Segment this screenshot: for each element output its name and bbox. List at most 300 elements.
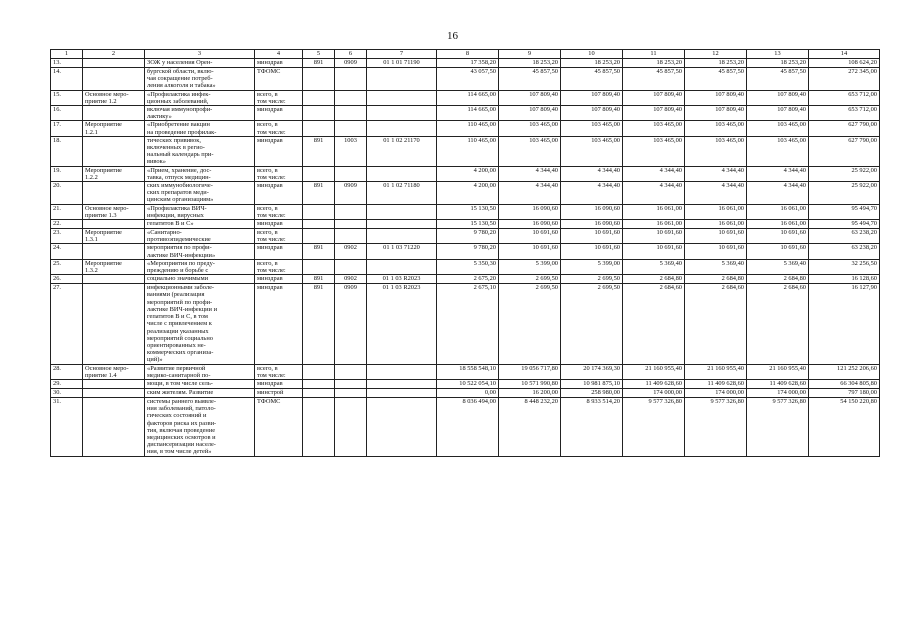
year-value-cell: 9 780,20 <box>437 229 499 244</box>
grbs-code-cell <box>303 106 335 121</box>
year-value-cell: 10 691,60 <box>499 229 561 244</box>
year-value-cell: 110 465,00 <box>437 136 499 166</box>
year-value-cell: 2 675,20 <box>437 275 499 284</box>
description-cell: «Профилактика инфек- ционных заболеваний, <box>145 90 255 105</box>
table-row <box>51 90 880 105</box>
year-value-cell: 2 684,80 <box>623 275 685 284</box>
activity-name-cell: Мероприятие 1.3.2 <box>83 259 145 274</box>
year-value-cell: 19 056 717,80 <box>499 364 561 379</box>
year-value-cell: 2 684,60 <box>747 284 809 364</box>
executor-cell: всего, в том числе: <box>255 121 303 136</box>
executor-cell: минздрав <box>255 182 303 205</box>
section-code-cell <box>335 204 367 219</box>
row-number-cell: 15. <box>51 90 83 105</box>
year-value-cell: 18 558 548,10 <box>437 364 499 379</box>
year-value-cell: 17 358,20 <box>437 59 499 68</box>
executor-cell: минздрав <box>255 59 303 68</box>
year-value-cell: 4 344,40 <box>747 182 809 205</box>
year-value-cell: 45 857,50 <box>561 68 623 91</box>
description-cell: «Прием, хранение, дос- тавка, отпуск медицин- <box>145 166 255 181</box>
target-code-cell: 01 1 03 71220 <box>367 244 437 259</box>
year-value-cell: 43 057,50 <box>437 68 499 91</box>
target-code-cell <box>367 388 437 397</box>
description-cell: «Санитарно- противоэпидемические <box>145 229 255 244</box>
year-value-cell: 45 857,50 <box>623 68 685 91</box>
section-code-cell <box>335 166 367 181</box>
executor-cell: минздрав <box>255 244 303 259</box>
grbs-code-cell: 891 <box>303 244 335 259</box>
target-code-cell <box>367 364 437 379</box>
year-value-cell: 11 409 628,60 <box>623 379 685 388</box>
year-value-cell: 2 684,60 <box>685 284 747 364</box>
row-number-cell: 25. <box>51 259 83 274</box>
grbs-code-cell: 891 <box>303 59 335 68</box>
year-value-cell: 5 369,40 <box>747 259 809 274</box>
target-code-cell <box>367 166 437 181</box>
year-value-cell: 107 809,40 <box>561 106 623 121</box>
total-value-cell: 25 922,00 <box>809 182 880 205</box>
year-value-cell: 103 465,00 <box>499 136 561 166</box>
section-code-cell <box>335 397 367 456</box>
year-value-cell: 9 577 326,80 <box>685 397 747 456</box>
section-code-cell: 0902 <box>335 275 367 284</box>
total-value-cell: 63 238,20 <box>809 244 880 259</box>
row-number-cell: 16. <box>51 106 83 121</box>
year-value-cell: 4 344,40 <box>685 166 747 181</box>
year-value-cell: 2 699,50 <box>561 284 623 364</box>
year-value-cell: 4 344,40 <box>685 182 747 205</box>
activity-name-cell <box>83 397 145 456</box>
year-value-cell: 16 090,60 <box>499 220 561 229</box>
target-code-cell: 01 1 01 71190 <box>367 59 437 68</box>
year-value-cell: 16 061,00 <box>747 220 809 229</box>
year-value-cell: 5 369,40 <box>685 259 747 274</box>
year-value-cell: 103 465,00 <box>747 121 809 136</box>
grbs-code-cell: 891 <box>303 284 335 364</box>
year-value-cell: 103 465,00 <box>623 136 685 166</box>
year-value-cell: 103 465,00 <box>561 121 623 136</box>
row-number-cell: 13. <box>51 59 83 68</box>
year-value-cell: 5 399,00 <box>499 259 561 274</box>
target-code-cell: 01 1 03 R2023 <box>367 284 437 364</box>
year-value-cell: 5 369,40 <box>623 259 685 274</box>
total-value-cell: 627 790,00 <box>809 136 880 166</box>
total-value-cell: 16 127,90 <box>809 284 880 364</box>
year-value-cell: 9 577 326,80 <box>623 397 685 456</box>
total-value-cell: 627 790,00 <box>809 121 880 136</box>
year-value-cell: 103 465,00 <box>685 121 747 136</box>
year-value-cell: 16 061,00 <box>747 204 809 219</box>
header-cell: 9 <box>499 50 561 59</box>
year-value-cell: 4 344,40 <box>499 166 561 181</box>
year-value-cell: 16 200,00 <box>499 388 561 397</box>
header-cell: 7 <box>367 50 437 59</box>
year-value-cell: 45 857,50 <box>499 68 561 91</box>
table-row <box>51 204 880 219</box>
year-value-cell: 8 036 494,00 <box>437 397 499 456</box>
grbs-code-cell: 891 <box>303 275 335 284</box>
header-cell: 13 <box>747 50 809 59</box>
total-value-cell: 66 304 805,80 <box>809 379 880 388</box>
year-value-cell: 18 253,20 <box>499 59 561 68</box>
section-code-cell <box>335 106 367 121</box>
year-value-cell: 103 465,00 <box>685 136 747 166</box>
year-value-cell: 9 780,20 <box>437 244 499 259</box>
executor-cell: всего, в том числе: <box>255 90 303 105</box>
year-value-cell: 10 691,60 <box>747 229 809 244</box>
target-code-cell <box>367 68 437 91</box>
grbs-code-cell: 891 <box>303 182 335 205</box>
header-cell: 10 <box>561 50 623 59</box>
year-value-cell: 11 409 628,60 <box>747 379 809 388</box>
row-number-cell: 26. <box>51 275 83 284</box>
section-code-cell <box>335 90 367 105</box>
year-value-cell: 2 699,50 <box>561 275 623 284</box>
executor-cell: всего, в том числе: <box>255 229 303 244</box>
year-value-cell: 10 691,60 <box>499 244 561 259</box>
year-value-cell: 18 253,20 <box>561 59 623 68</box>
section-code-cell <box>335 121 367 136</box>
activity-name-cell <box>83 275 145 284</box>
header-cell: 4 <box>255 50 303 59</box>
total-value-cell: 95 494,70 <box>809 220 880 229</box>
year-value-cell: 174 000,00 <box>623 388 685 397</box>
grbs-code-cell <box>303 166 335 181</box>
table-row <box>51 388 880 397</box>
table-row <box>51 275 880 284</box>
target-code-cell: 01 1 02 21170 <box>367 136 437 166</box>
total-value-cell: 32 256,50 <box>809 259 880 274</box>
year-value-cell: 5 399,00 <box>561 259 623 274</box>
header-cell: 2 <box>83 50 145 59</box>
activity-name-cell: Основное меро- приятие 1.4 <box>83 364 145 379</box>
target-code-cell <box>367 397 437 456</box>
section-code-cell <box>335 229 367 244</box>
activity-name-cell <box>83 68 145 91</box>
description-cell: ским жителям. Развитие <box>145 388 255 397</box>
executor-cell: минздрав <box>255 284 303 364</box>
row-number-cell: 20. <box>51 182 83 205</box>
description-cell: бургской области, вклю- чая сокращение потреб- ления алкоголя и табака» <box>145 68 255 91</box>
executor-cell: всего, в том числе: <box>255 364 303 379</box>
year-value-cell: 103 465,00 <box>623 121 685 136</box>
executor-cell: ТФОМС <box>255 397 303 456</box>
row-number-cell: 18. <box>51 136 83 166</box>
year-value-cell: 4 344,40 <box>561 182 623 205</box>
header-cell: 14 <box>809 50 880 59</box>
year-value-cell: 20 174 369,30 <box>561 364 623 379</box>
row-number-cell: 27. <box>51 284 83 364</box>
page-number: 16 <box>447 30 458 42</box>
section-code-cell <box>335 220 367 229</box>
year-value-cell: 114 665,00 <box>437 90 499 105</box>
row-number-cell: 21. <box>51 204 83 219</box>
year-value-cell: 5 350,30 <box>437 259 499 274</box>
description-cell: гепатитов В и С» <box>145 220 255 229</box>
description-cell: системы раннего выявле- ния заболеваний, патоло- гических состояний и факторов риска их разви- тия, включая проведение медицинских осмотров и диспансеризации населе- ния, в том числе детей» <box>145 397 255 456</box>
year-value-cell: 10 691,60 <box>623 229 685 244</box>
year-value-cell: 4 344,40 <box>623 182 685 205</box>
executor-cell: минздрав <box>255 379 303 388</box>
year-value-cell: 16 061,00 <box>685 220 747 229</box>
year-value-cell: 4 344,40 <box>747 166 809 181</box>
year-value-cell: 107 809,40 <box>685 106 747 121</box>
activity-name-cell: Мероприятие 1.2.1 <box>83 121 145 136</box>
table-row <box>51 136 880 166</box>
description-cell: ЗОЖ у населения Орен- <box>145 59 255 68</box>
year-value-cell: 16 090,60 <box>499 204 561 219</box>
table-row <box>51 379 880 388</box>
year-value-cell: 10 522 054,10 <box>437 379 499 388</box>
activity-name-cell <box>83 220 145 229</box>
activity-name-cell <box>83 284 145 364</box>
executor-cell: всего, в том числе: <box>255 259 303 274</box>
year-value-cell: 2 699,50 <box>499 275 561 284</box>
year-value-cell: 10 691,60 <box>747 244 809 259</box>
year-value-cell: 21 160 955,40 <box>623 364 685 379</box>
executor-cell: минздрав <box>255 136 303 166</box>
header-cell: 3 <box>145 50 255 59</box>
year-value-cell: 2 675,10 <box>437 284 499 364</box>
year-value-cell: 174 000,00 <box>747 388 809 397</box>
year-value-cell: 10 571 990,80 <box>499 379 561 388</box>
section-code-cell <box>335 388 367 397</box>
year-value-cell: 2 699,50 <box>499 284 561 364</box>
year-value-cell: 4 344,40 <box>623 166 685 181</box>
year-value-cell: 103 465,00 <box>747 136 809 166</box>
header-row <box>51 50 880 59</box>
description-cell: «Развитие первичной медико-санитарной по- <box>145 364 255 379</box>
year-value-cell: 8 448 232,20 <box>499 397 561 456</box>
year-value-cell: 0,00 <box>437 388 499 397</box>
year-value-cell: 18 253,20 <box>747 59 809 68</box>
target-code-cell <box>367 121 437 136</box>
row-number-cell: 29. <box>51 379 83 388</box>
total-value-cell: 797 180,00 <box>809 388 880 397</box>
row-number-cell: 14. <box>51 68 83 91</box>
executor-cell: минздрав <box>255 275 303 284</box>
activity-name-cell <box>83 244 145 259</box>
grbs-code-cell <box>303 220 335 229</box>
activity-name-cell <box>83 182 145 205</box>
description-cell: мероприятия по профи- лактике ВИЧ-инфекции» <box>145 244 255 259</box>
year-value-cell: 21 160 955,40 <box>747 364 809 379</box>
table-row <box>51 229 880 244</box>
grbs-code-cell: 891 <box>303 136 335 166</box>
year-value-cell: 107 809,40 <box>747 90 809 105</box>
table-row <box>51 68 880 91</box>
grbs-code-cell <box>303 397 335 456</box>
year-value-cell: 11 409 628,60 <box>685 379 747 388</box>
total-value-cell: 272 345,00 <box>809 68 880 91</box>
year-value-cell: 114 665,00 <box>437 106 499 121</box>
year-value-cell: 4 200,00 <box>437 166 499 181</box>
executor-cell: ТФОМС <box>255 68 303 91</box>
row-number-cell: 24. <box>51 244 83 259</box>
section-code-cell: 0909 <box>335 284 367 364</box>
header-cell: 8 <box>437 50 499 59</box>
section-code-cell <box>335 379 367 388</box>
table-row <box>51 166 880 181</box>
table-row <box>51 244 880 259</box>
table-row <box>51 364 880 379</box>
year-value-cell: 10 691,60 <box>561 244 623 259</box>
target-code-cell <box>367 204 437 219</box>
year-value-cell: 2 684,80 <box>685 275 747 284</box>
year-value-cell: 103 465,00 <box>561 136 623 166</box>
grbs-code-cell <box>303 204 335 219</box>
description-cell: мощи, в том числе сель- <box>145 379 255 388</box>
executor-cell: минстрой <box>255 388 303 397</box>
target-code-cell <box>367 259 437 274</box>
target-code-cell <box>367 229 437 244</box>
year-value-cell: 15 130,50 <box>437 220 499 229</box>
year-value-cell: 10 691,60 <box>685 244 747 259</box>
row-number-cell: 17. <box>51 121 83 136</box>
year-value-cell: 174 000,00 <box>685 388 747 397</box>
header-cell: 12 <box>685 50 747 59</box>
total-value-cell: 25 922,00 <box>809 166 880 181</box>
year-value-cell: 16 090,60 <box>561 220 623 229</box>
budget-table <box>50 49 880 457</box>
description-cell: «Профилактика ВИЧ- инфекции, вирусных <box>145 204 255 219</box>
year-value-cell: 107 809,40 <box>499 90 561 105</box>
activity-name-cell <box>83 136 145 166</box>
year-value-cell: 16 061,00 <box>623 220 685 229</box>
header-cell: 11 <box>623 50 685 59</box>
executor-cell: всего, в том числе: <box>255 166 303 181</box>
activity-name-cell <box>83 59 145 68</box>
year-value-cell: 4 344,40 <box>499 182 561 205</box>
description-cell: «Приобретение вакцин на проведение профилак- <box>145 121 255 136</box>
description-cell: тических прививок, включенных в регио- нальный календарь при- вивок» <box>145 136 255 166</box>
total-value-cell: 95 494,70 <box>809 204 880 219</box>
table-row <box>51 259 880 274</box>
target-code-cell: 01 1 02 71180 <box>367 182 437 205</box>
activity-name-cell: Основное меро- приятие 1.3 <box>83 204 145 219</box>
row-number-cell: 30. <box>51 388 83 397</box>
target-code-cell <box>367 90 437 105</box>
year-value-cell: 107 809,40 <box>623 106 685 121</box>
executor-cell: всего, в том числе: <box>255 204 303 219</box>
total-value-cell: 16 128,60 <box>809 275 880 284</box>
table-row <box>51 59 880 68</box>
grbs-code-cell <box>303 364 335 379</box>
table-row <box>51 121 880 136</box>
year-value-cell: 110 465,00 <box>437 121 499 136</box>
target-code-cell <box>367 220 437 229</box>
row-number-cell: 23. <box>51 229 83 244</box>
year-value-cell: 258 980,00 <box>561 388 623 397</box>
total-value-cell: 54 150 220,80 <box>809 397 880 456</box>
row-number-cell: 22. <box>51 220 83 229</box>
description-cell: инфекционными заболе- ваниями (реализация мероприятий по профи- лактике ВИЧ-инфекции и гепатитов В и С, в том числе с привлечением к реализации указанных мероприятий социально ориентированных не- коммерческих организа- ций)» <box>145 284 255 364</box>
year-value-cell: 16 090,60 <box>561 204 623 219</box>
grbs-code-cell <box>303 259 335 274</box>
year-value-cell: 15 130,50 <box>437 204 499 219</box>
header-cell: 5 <box>303 50 335 59</box>
year-value-cell: 4 200,00 <box>437 182 499 205</box>
total-value-cell: 121 252 206,60 <box>809 364 880 379</box>
year-value-cell: 18 253,20 <box>623 59 685 68</box>
table-row <box>51 284 880 364</box>
activity-name-cell <box>83 106 145 121</box>
year-value-cell: 107 809,40 <box>561 90 623 105</box>
table-row <box>51 106 880 121</box>
section-code-cell <box>335 259 367 274</box>
executor-cell: минздрав <box>255 106 303 121</box>
target-code-cell <box>367 106 437 121</box>
table-row <box>51 397 880 456</box>
grbs-code-cell <box>303 90 335 105</box>
grbs-code-cell <box>303 121 335 136</box>
year-value-cell: 103 465,00 <box>499 121 561 136</box>
row-number-cell: 28. <box>51 364 83 379</box>
year-value-cell: 10 691,60 <box>623 244 685 259</box>
grbs-code-cell <box>303 379 335 388</box>
executor-cell: минздрав <box>255 220 303 229</box>
year-value-cell: 10 691,60 <box>685 229 747 244</box>
year-value-cell: 21 160 955,40 <box>685 364 747 379</box>
section-code-cell: 0909 <box>335 182 367 205</box>
year-value-cell: 18 253,20 <box>685 59 747 68</box>
year-value-cell: 2 684,60 <box>623 284 685 364</box>
description-cell: «Мероприятия по преду- преждению и борьбе с <box>145 259 255 274</box>
grbs-code-cell <box>303 229 335 244</box>
year-value-cell: 45 857,50 <box>685 68 747 91</box>
total-value-cell: 653 712,00 <box>809 90 880 105</box>
year-value-cell: 2 684,80 <box>747 275 809 284</box>
year-value-cell: 45 857,50 <box>747 68 809 91</box>
header-cell: 1 <box>51 50 83 59</box>
description-cell: социально значимыми <box>145 275 255 284</box>
description-cell: ских иммунобиологиче- ских препаратов меди- цинским организациям» <box>145 182 255 205</box>
table-row <box>51 182 880 205</box>
year-value-cell: 16 061,00 <box>623 204 685 219</box>
activity-name-cell: Мероприятие 1.3.1 <box>83 229 145 244</box>
year-value-cell: 9 577 326,80 <box>747 397 809 456</box>
activity-name-cell <box>83 379 145 388</box>
year-value-cell: 10 691,60 <box>561 229 623 244</box>
total-value-cell: 108 624,20 <box>809 59 880 68</box>
year-value-cell: 107 809,40 <box>499 106 561 121</box>
year-value-cell: 8 933 514,20 <box>561 397 623 456</box>
year-value-cell: 107 809,40 <box>747 106 809 121</box>
year-value-cell: 10 981 875,10 <box>561 379 623 388</box>
row-number-cell: 19. <box>51 166 83 181</box>
description-cell: включая иммунопрофи- лактику» <box>145 106 255 121</box>
section-code-cell: 1003 <box>335 136 367 166</box>
table-row <box>51 220 880 229</box>
section-code-cell <box>335 364 367 379</box>
total-value-cell: 63 238,20 <box>809 229 880 244</box>
header-cell: 6 <box>335 50 367 59</box>
activity-name-cell <box>83 388 145 397</box>
activity-name-cell: Мероприятие 1.2.2 <box>83 166 145 181</box>
grbs-code-cell <box>303 68 335 91</box>
year-value-cell: 107 809,40 <box>685 90 747 105</box>
grbs-code-cell <box>303 388 335 397</box>
activity-name-cell: Основное меро- приятие 1.2 <box>83 90 145 105</box>
total-value-cell: 653 712,00 <box>809 106 880 121</box>
year-value-cell: 107 809,40 <box>623 90 685 105</box>
target-code-cell: 01 1 03 R2023 <box>367 275 437 284</box>
row-number-cell: 31. <box>51 397 83 456</box>
year-value-cell: 4 344,40 <box>561 166 623 181</box>
section-code-cell: 0902 <box>335 244 367 259</box>
year-value-cell: 16 061,00 <box>685 204 747 219</box>
section-code-cell: 0909 <box>335 59 367 68</box>
